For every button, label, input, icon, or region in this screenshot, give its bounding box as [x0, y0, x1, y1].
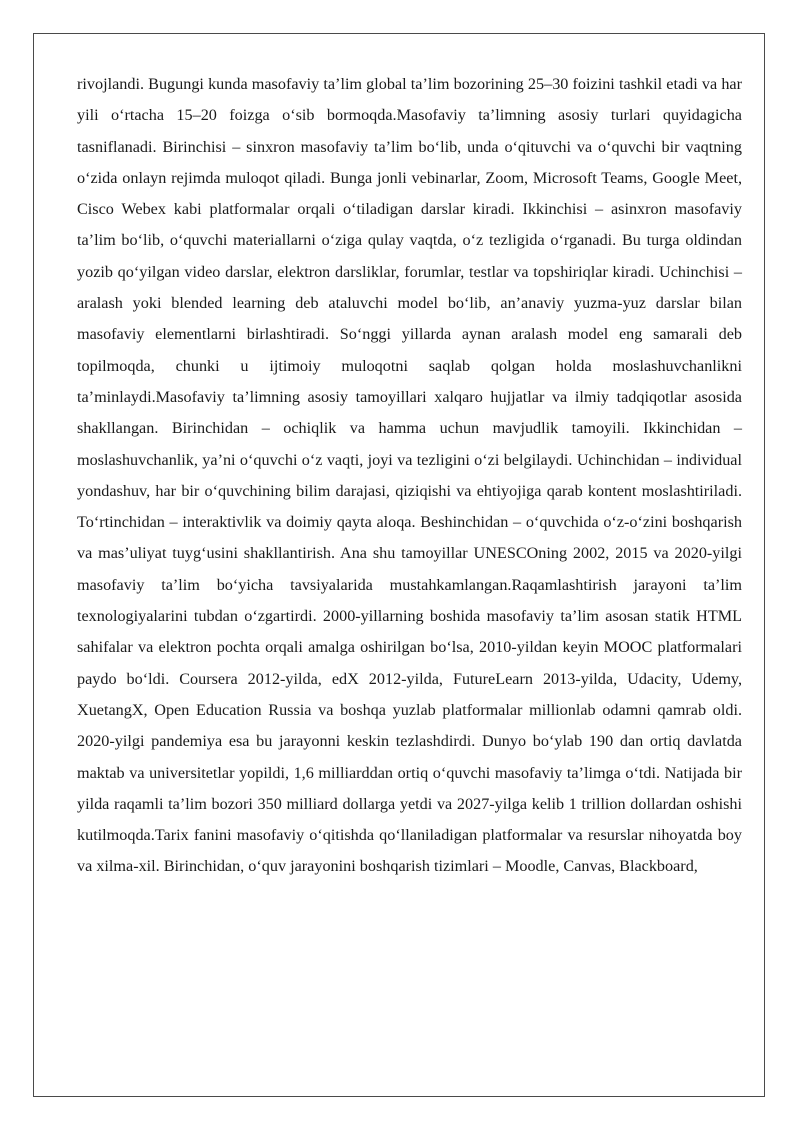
body-paragraph: rivojlandi. Bugungi kunda masofaviy ta’lim global ta’lim bozorining 25–30 foizini tashkil etadi va har yili o‘rtacha 15–20 foizga o‘sib bormoqda.Masofaviy ta’limning asosiy turlari quyidagicha tasniflanadi. Birinchisi – sinxron masofaviy ta’lim bo‘lib, unda o‘qituvchi va o‘quvchi bir vaqtning o‘zida onlayn rejimda muloqot qiladi. Bunga jonli vebinarlar, Zoom, Microsoft Teams, Google Meet, Cisco Webex kabi platformalar orqali o‘tiladigan darslar kiradi. Ikkinchisi – asinxron masofaviy ta’lim bo‘lib, o‘quvchi materiallarni o‘ziga qulay vaqtda, o‘z tezligida o‘rganadi. Bu turga oldindan yozib qo‘yilgan video darslar, elektron darsliklar, forumlar, testlar va topshiriqlar kiradi. Uchinchisi – aralash yoki blended learning deb ataluvchi model bo‘lib, an’anaviy yuzma-yuz darslar bilan masofaviy elementlarni birlashtiradi. So‘nggi yillarda aynan aralash model eng samarali deb topilmoqda, chunki u ijtimoiy muloqotni saqlab qolgan holda moslashuvchanlikni ta’minlaydi.Masofaviy ta’limning asosiy tamoyillari xalqaro hujjatlar va ilmiy tadqiqotlar asosida shakllangan. Birinchidan – ochiqlik va hamma uchun mavjudlik tamoyili. Ikkinchidan – moslashuvchanlik, ya’ni o‘quvchi o‘z vaqti, joyi va tezligini o‘zi belgilaydi. Uchinchidan – individual yondashuv, har bir o‘quvchining bilim darajasi, qiziqishi va ehtiyojiga qarab kontent moslashtiriladi. To‘rtinchidan – interaktivlik va doimiy qayta aloqa. Beshinchidan – o‘quvchida o‘z-o‘zini boshqarish va mas’uliyat tuyg‘usini shakllantirish. Ana shu tamoyillar UNESCOning 2002, 2015 va 2020-yilgi masofaviy ta’lim bo‘yicha tavsiyalarida mustahkamlangan.Raqamlashtirish jarayoni ta’lim texnologiyalarini tubdan o‘zgartirdi. 2000-yillarning boshida masofaviy ta’lim asosan statik HTML sahifalar va elektron pochta orqali amalga oshirilgan bo‘lsa, 2010-yildan keyin MOOC platformalari paydo bo‘ldi. Coursera 2012-yilda, edX 2012-yilda, FutureLearn 2013-yilda, Udacity, Udemy, XuetangX, Open Education Russia va boshqa yuzlab platformalar millionlab odamni qamrab oldi. 2020-yilgi pandemiya esa bu jarayonni keskin tezlashdirdi. Dunyo bo‘ylab 190 dan ortiq davlatda maktab va universitetlar yopildi, 1,6 milliarddan ortiq o‘quvchi masofaviy ta’limga o‘tdi. Natijada bir yilda raqamli ta’lim bozori 350 milliard dollarga yetdi va 2027-yilga kelib 1 trillion dollardan oshishi kutilmoqda.Tarix fanini masofaviy o‘qitishda qo‘llaniladigan platformalar va resurslar nihoyatda boy va xilma-xil. Birinchidan, o‘quv jarayonini boshqarish tizimlari – Moodle, Canvas, Blackboard,	[77, 75, 742, 876]
